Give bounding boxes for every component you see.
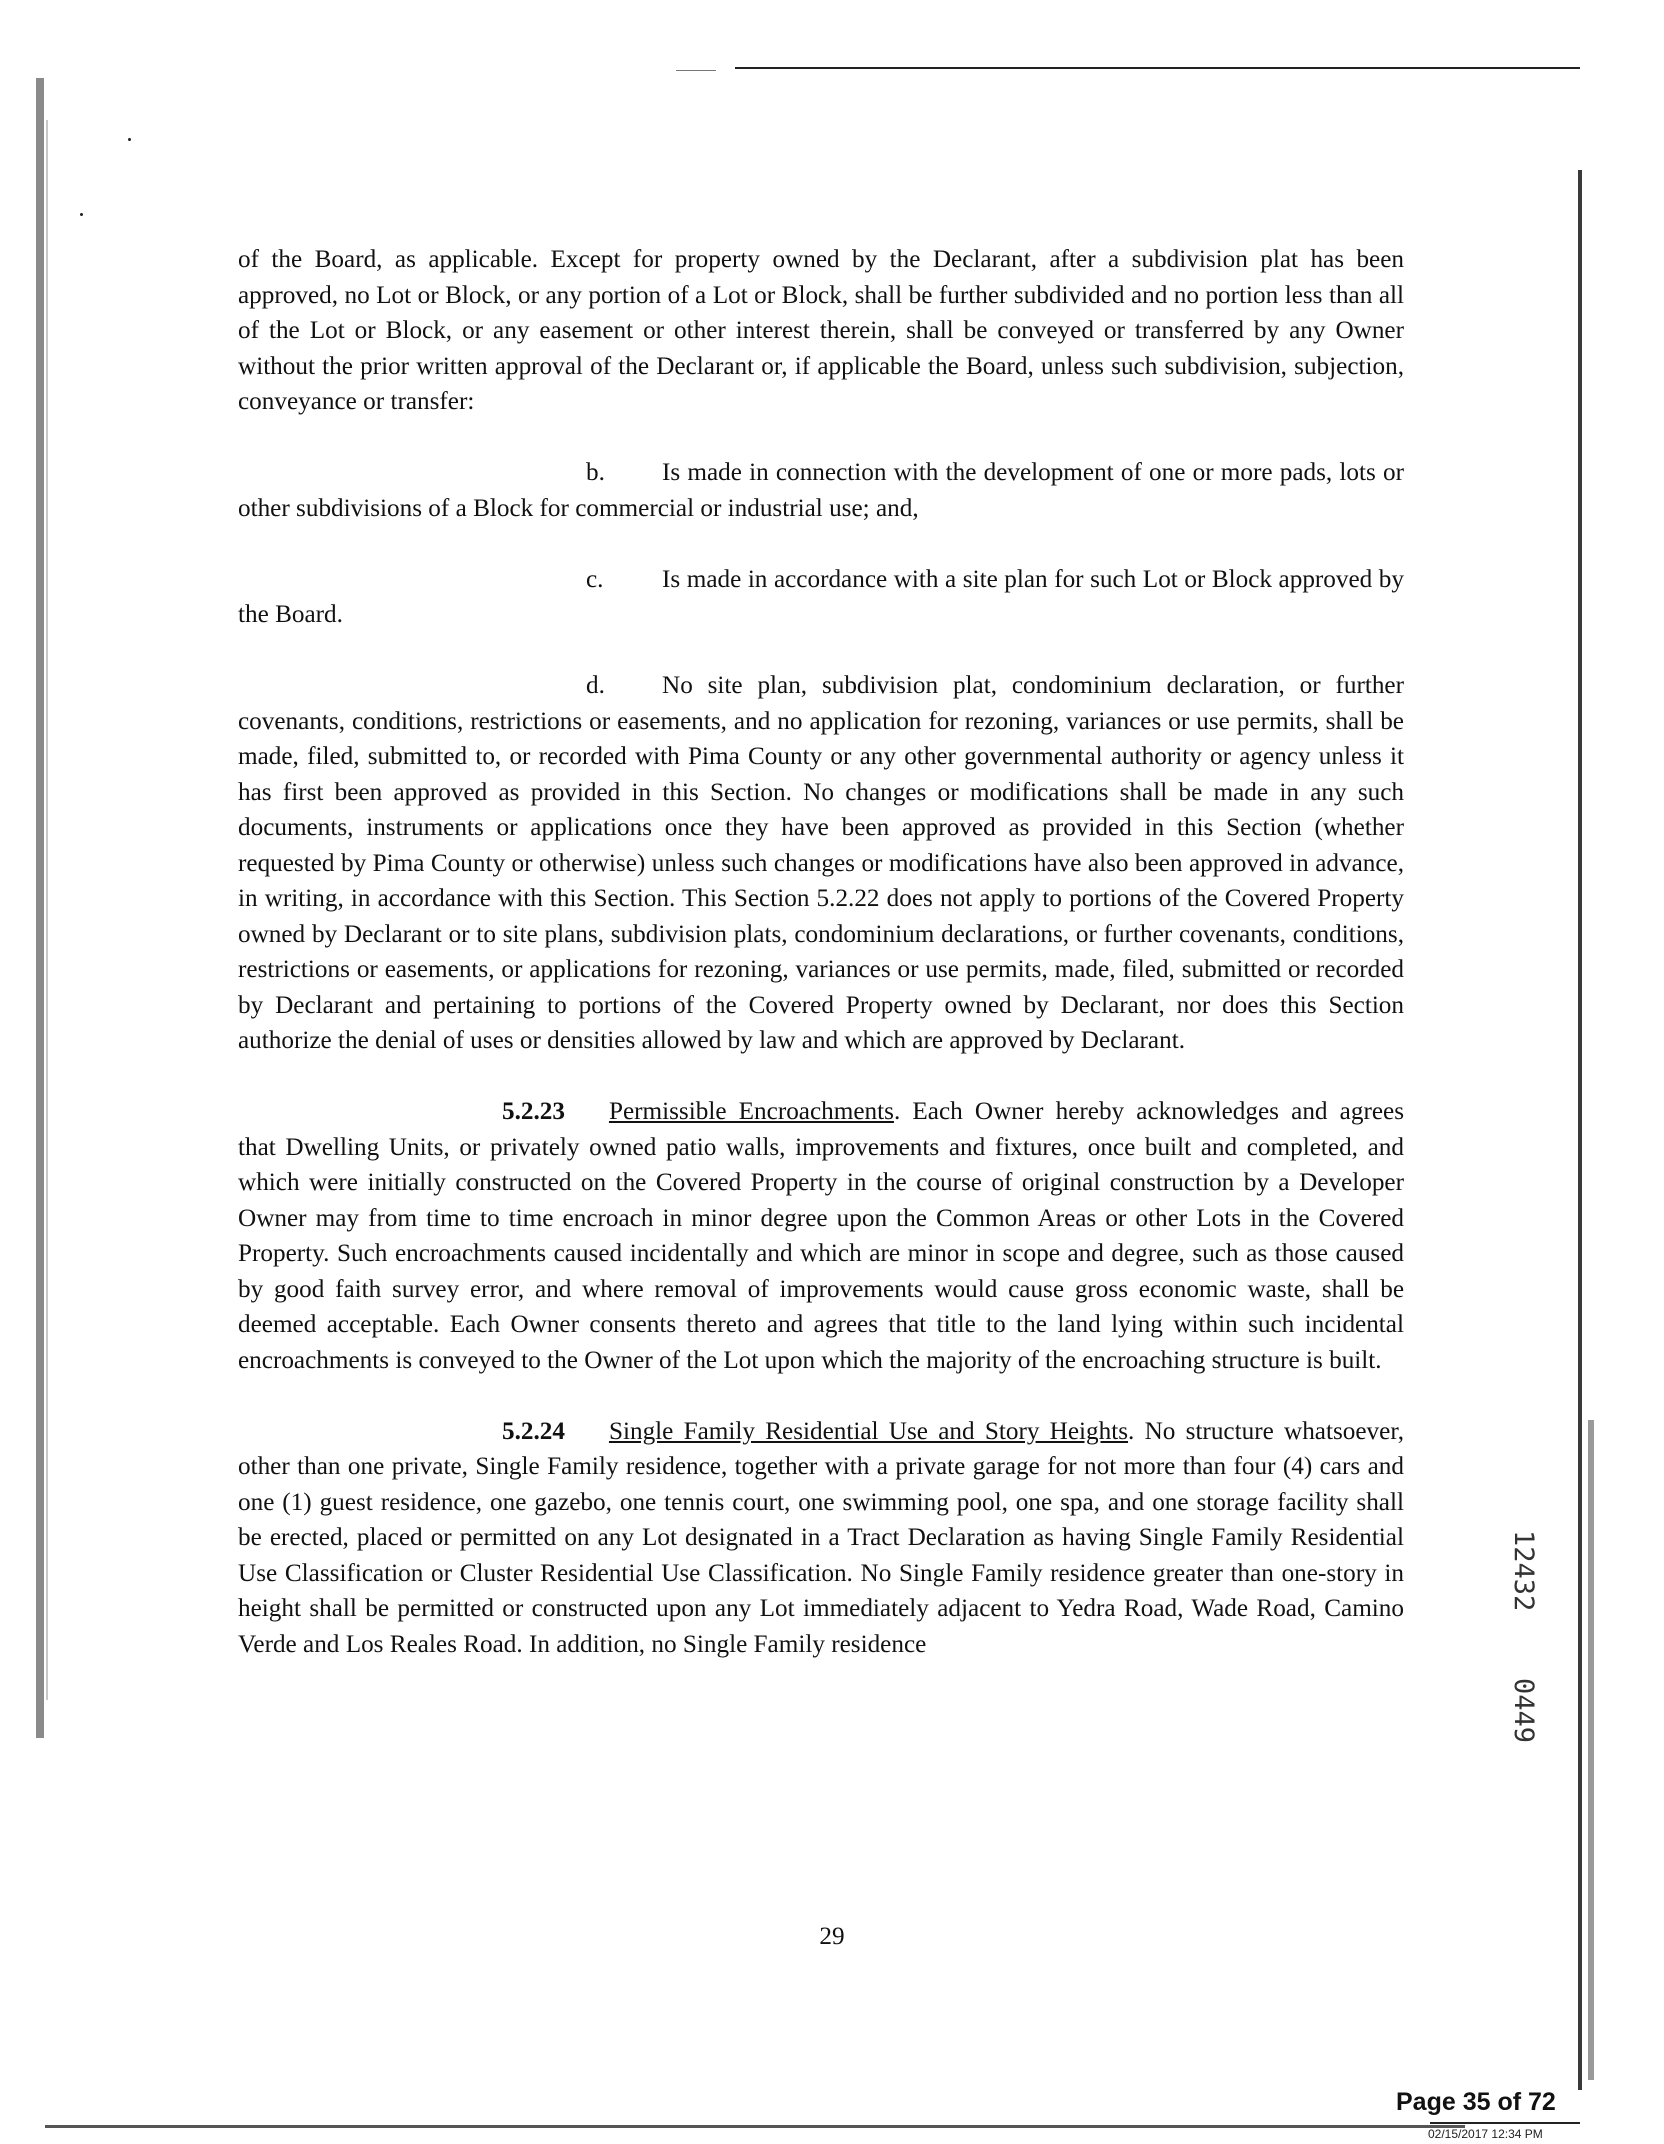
list-text-d: No site plan, subdivision plat, condominium declaration, or further covenants, conditions, restrictions or easements, and no application for rezoning, variances or use permits, shall be made, filed, submitted to, or recorded with Pima County or any other governmental authority or agency unless it has first been approved as provided in this Section. No changes or modifications shall be made in any such documents, instruments or applications once they have been approved as provided in this Section (whether requested by Pima County or otherwise) unless such changes or modifications have also been approved in advance, in writing, in accordance with this Section. This Section 5.2.22 does not apply to portions of the Covered Property owned by Declarant or to site plans, subdivision plats, condominium declarations, or further covenants, conditions, restrictions or easements, or applications for rezoning, variances or use permits, made, filed, submitted or recorded by Declarant and pertaining to portions of the Covered Property owned by Declarant, nor does this Section authorize the denial of uses or densities allowed by law and which are approved by Declarant. xyxy=(238,672,1404,1054)
scan-edge-left-faint xyxy=(46,120,48,1700)
paragraph-intro: of the Board, as applicable. Except for property owned by the Declarant, after a subdivision plat has been approved, no Lot or Block, or any portion of a Lot or Block, shall be further subdivided and no portion less than all of the Lot or Block, or any easement or other interest therein, shall be conveyed or transferred by any Owner without the prior written approval of the Declarant or, if applicable the Board, unless such subdivision, subjection, conveyance or transfer: xyxy=(238,246,1404,415)
scan-edge-right-faint xyxy=(1588,1420,1594,2080)
body-text xyxy=(238,242,1404,1662)
list-text-c: Is made in accordance with a site plan for such Lot or Block approved by the Board. xyxy=(238,565,1404,628)
top-rule-short xyxy=(676,70,716,71)
section-title-5-2-24: Single Family Residential Use and Story Heights xyxy=(608,1417,1129,1445)
scan-speck xyxy=(128,138,131,141)
paragraph-d xyxy=(238,668,1404,1059)
list-label-c: c. xyxy=(586,565,604,593)
scan-edge-right xyxy=(1578,170,1582,2090)
bottom-rule xyxy=(45,2125,1465,2128)
list-label-d: d. xyxy=(586,672,605,699)
section-number-5-2-23: 5.2.23 xyxy=(502,1098,565,1125)
section-text-5-2-23: . Each Owner hereby acknowledges and agrees that Dwelling Units, or privately owned patio walls, improvements and fixtures, once built and completed, and which were initially constructed on the Covered Property in the course of original construction by a Developer Owner may from time to time encroach in minor degree upon the Common Areas or other Lots in the Covered Property. Such encroachments caused incidentally and which are minor in scope and degree, such as those caused by good faith survey error, and where removal of improvements would cause gross economic waste, shall be deemed acceptable. Each Owner consents thereto and agrees that title to the land lying within such incidental encroachments is conveyed to the Owner of the Lot upon which the majority of the encroaching structure is built. xyxy=(238,1098,1404,1374)
bottom-rule-right xyxy=(1430,2122,1580,2124)
paragraph-c xyxy=(238,562,1404,633)
list-label-b: b. xyxy=(586,459,605,486)
section-number-5-2-24: 5.2.24 xyxy=(502,1417,565,1445)
scan-edge-left xyxy=(36,78,44,1738)
page-number: 29 xyxy=(819,1923,845,1950)
section-text-5-2-24: . No structure whatsoever, other than one private, Single Family residence, together with a private garage for not more than four (4) cars and one (1) guest residence, one gazebo, one tennis court, one swimming pool, one spa, and one storage facility shall be erected, placed or permitted on any Lot designated in a Tract Declaration as having Single Family Residential Use Classification or Cluster Residential Use Classification. No Single Family residence greater than one-story in height shall be permitted or constructed upon any Lot immediately adjacent to Yedra Road, Wade Road, Camino Verde and Los Reales Road. In addition, no Single Family residence xyxy=(238,1417,1404,1658)
recording-number-stamp xyxy=(1508,1530,1539,1743)
footer-page-count: Page 35 of 72 xyxy=(1396,2088,1556,2116)
section-title-5-2-23: Permissible Encroachments xyxy=(608,1098,894,1125)
recording-number-part2: 0449 xyxy=(1508,1677,1539,1743)
section-5-2-24 xyxy=(238,1414,1404,1663)
top-rule xyxy=(735,67,1580,69)
paragraph-b xyxy=(238,455,1404,526)
recording-number-part1: 12432 xyxy=(1508,1530,1539,1612)
footer-timestamp: 02/15/2017 12:34 PM xyxy=(1428,2127,1543,2141)
section-5-2-23 xyxy=(238,1094,1404,1378)
list-text-b: Is made in connection with the development of one or more pads, lots or other subdivisions of a Block for commercial or industrial use; and, xyxy=(238,459,1404,522)
scan-speck xyxy=(80,213,83,216)
